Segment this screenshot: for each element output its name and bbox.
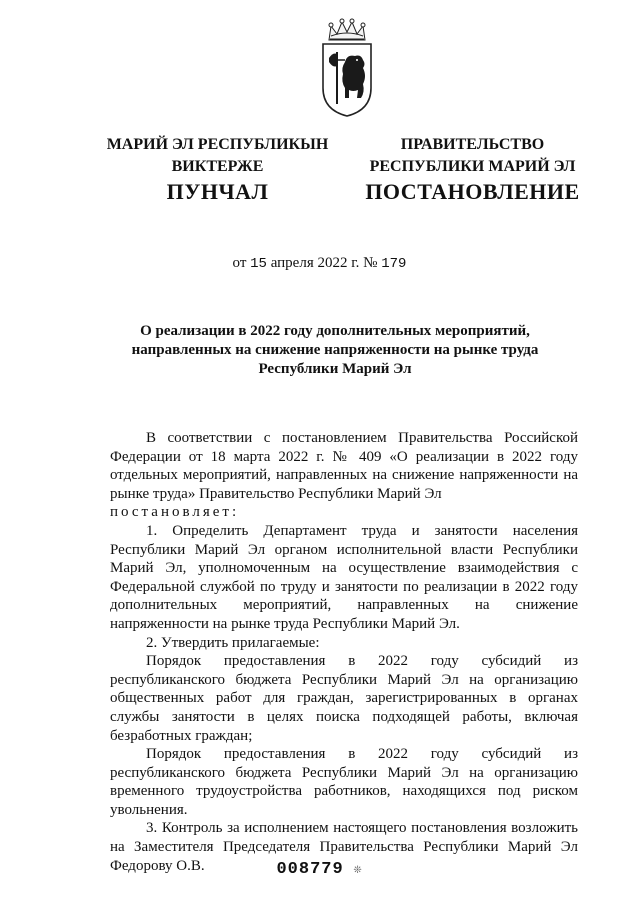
date-month-year: апреля 2022 г. № xyxy=(270,255,378,271)
header-right-line1: ПРАВИТЕЛЬСТВО xyxy=(400,136,545,153)
header-right-line2: РЕСПУБЛИКИ МАРИЙ ЭЛ xyxy=(369,158,576,175)
date-line xyxy=(0,255,639,272)
subject-line2: направленных на снижение напряженности на рынке труда xyxy=(131,342,539,358)
serial-number xyxy=(0,860,639,879)
item-1: 1. Определить Департамент труда и занятости населения Республики Марий Эл органом исполнительной власти Республики Марий Эл, уполномоченным на осуществление взаимодействия с Федеральной службой по труду и занятости по реализации в 2022 году дополнительных мероприятий, направленных на снижение напряженности на рынке труда Республики Марий Эл. xyxy=(110,522,578,632)
header-left xyxy=(100,134,335,178)
decree-body xyxy=(110,429,578,875)
subject-line1: О реализации в 2022 году дополнительных мероприятий, xyxy=(140,323,530,339)
header-right xyxy=(355,134,590,178)
date-day: 15 xyxy=(250,256,267,272)
item-2: 2. Утвердить прилагаемые: xyxy=(146,634,320,651)
ornament-icon: ❊ xyxy=(353,862,363,877)
date-prefix: от xyxy=(232,255,247,271)
decree-subject xyxy=(100,322,570,379)
header-left-line1: МАРИЙ ЭЛ РЕСПУБЛИКЫН xyxy=(106,136,329,153)
intro-paragraph: В соответствии с постановлением Правительства Российской Федерации от 18 марта 2022 г. № 409 «О реализации в 2022 году отдельных мероприятий, направленных на снижение напряженности на рынке труда» Правительство Республики Марий Эл xyxy=(110,430,578,502)
title-left: ПУНЧАЛ xyxy=(166,179,269,204)
coat-of-arms-icon xyxy=(317,18,377,118)
decree-word: постановляет: xyxy=(110,504,240,521)
item-2b: Порядок предоставления в 2022 году субсидий из республиканского бюджета Республики Марий Эл на организацию временного трудоустройства работников, находящихся под риском увольнения. xyxy=(110,746,578,818)
title-right: ПОСТАНОВЛЕНИЕ xyxy=(365,179,580,204)
item-2a: Порядок предоставления в 2022 году субсидий из республиканского бюджета Республики Марий Эл на организацию общественных работ для граждан, зарегистрированных в органах службы занятости в целях поиска подходящей работы, включая безработных граждан; xyxy=(110,653,578,744)
item-3: 3. Контроль за исполнением настоящего постановления возложить на Заместителя Председателя Правительства Республики Марий Эл Федорову О.В. xyxy=(110,820,578,874)
header-left-line2: ВИКТЕРЖЕ xyxy=(171,158,264,175)
decree-number: 179 xyxy=(381,256,407,272)
subject-line3: Республики Марий Эл xyxy=(258,361,412,377)
serial-value: 008779 xyxy=(276,860,344,879)
